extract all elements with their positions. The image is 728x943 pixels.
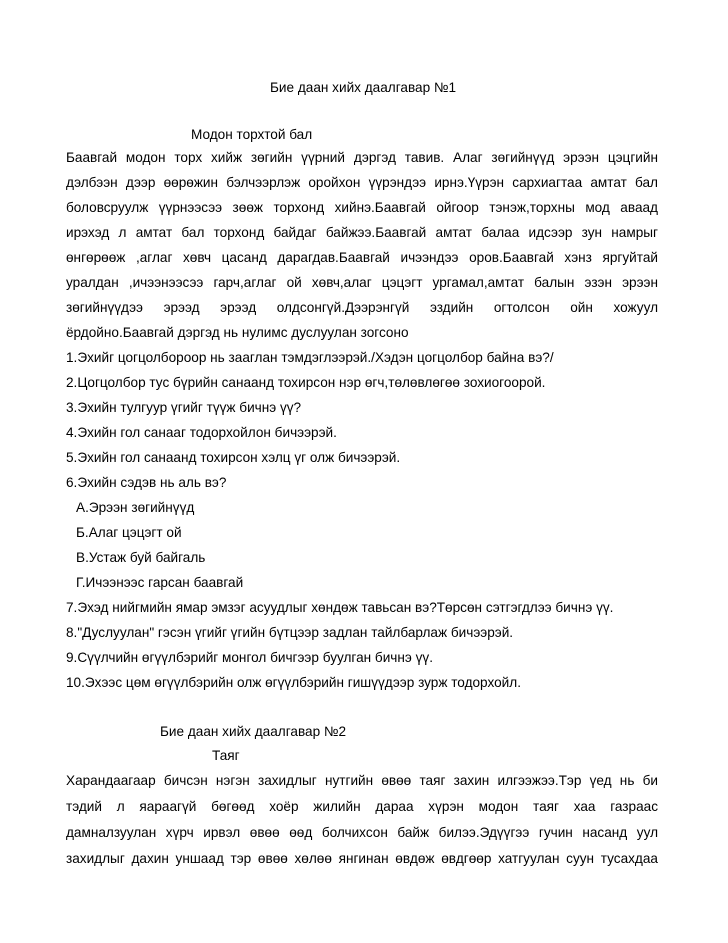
task2-title: Бие даан хийх даалгавар №2 — [160, 724, 347, 739]
question-item: 10.Эхээс цөм өгүүлбэрийн олж өгүүлбэрийн гишүүдээр зурж тодорхойл. — [66, 675, 521, 690]
question-item: 6.Эхийн сэдэв нь аль вэ? — [66, 475, 227, 490]
story-line: ёрдойно.Баавгай дэргэд нь нулимс дуслуулан зогсоно — [66, 325, 409, 340]
story-line: тэдий л яараагүй бөгөөд хоёр жилийн дараа хүрэн модон таяг хаа газраас — [66, 799, 658, 814]
answer-option: В.Устаж буй байгаль — [76, 550, 206, 565]
question-item: 1.Эхийг цогцолбороор нь зааглан тэмдэглээрэй./Хэдэн цогцолбор байна вэ?/ — [66, 350, 554, 365]
answer-option: А.Эрээн зөгийнүүд — [76, 500, 195, 515]
question-item: 4.Эхийн гол санааг тодорхойлон бичээрэй. — [66, 425, 337, 440]
story-line: уралдан ,ичээнээсээ гарч,аглаг ой хөвч,алаг цэцэгт ургамал,амтат балын эзэн эрээн — [66, 275, 658, 290]
question-item: 7.Эхэд нийгмийн ямар эмзэг асуудлыг хөндөж тавьсан вэ?Төрсөн сэтгэгдлээ бичнэ үү. — [66, 600, 614, 615]
story-line: зөгийнүүдээ эрээд эрээд олдсонгүй.Дээрэнгүй эздийн огтолсон ойн хожуул — [66, 300, 658, 315]
question-item: 5.Эхийн гол санаанд тохирсон хэлц үг олж бичээрэй. — [66, 450, 401, 465]
story-line: боловсруулж үүрнээсээ зөөж торхонд хийнэ.Баавгай ойгоор тэнэж,торхны мод аваад — [66, 200, 658, 215]
story-line: өнгөрөөж ,аглаг хөвч цасанд дарагдав.Баавгай ичээндээ оров.Баавгай хэнз яргуйтай — [66, 250, 658, 265]
question-item: 3.Эхийн тулгуур үгийг түүж бичнэ үү? — [66, 400, 302, 415]
task1-subtitle: Модон торхтой бал — [191, 127, 313, 142]
task2-subtitle: Таяг — [212, 748, 240, 763]
question-item: 8."Дуслуулан" гэсэн үгийг үгийн бүтцээр задлан тайлбарлаж бичээрэй. — [66, 625, 514, 640]
task1-title: Бие даан хийх даалгавар №1 — [270, 80, 457, 95]
answer-option: Г.Ичээнээс гарсан баавгай — [76, 575, 244, 590]
story-line: дамналзуулан хүрч ирвэл өвөө өөд болчихсон байж билээ.Эдүүгээ гучин насанд уул — [66, 825, 658, 840]
answer-option: Б.Алаг цэцэгт ой — [76, 525, 182, 540]
story-line: ирэхэд л амтат бал торхонд байдаг байжээ.Баавгай амтат балаа идсээр зун намрыг — [66, 225, 658, 240]
question-item: 2.Цогцолбор тус бүрийн санаанд тохирсон нэр өгч,төлөвлөгөө зохиогоорой. — [66, 375, 546, 390]
question-item: 9.Сүүлчийн өгүүлбэрийг монгол бичгээр буулган бичнэ үү. — [66, 650, 433, 665]
story-line: Баавгай модон торх хийж зөгийн үүрний дэргэд тавив. Алаг зөгийнүүд эрээн цэцгийн — [66, 150, 658, 165]
story-line: дэлбээн дээр өөрөжин бэлчээрлэж оройхон үүрэндээ ирнэ.Үүрэн сархиагтаа амтат бал — [66, 175, 658, 190]
story-line: Харандаагаар бичсэн нэгэн захидлыг нутгийн өвөө таяг захин илгээжээ.Тэр үед нь би — [66, 773, 658, 788]
story-line: захидлыг дахин уншаад тэр өвөө хөлөө янгинан өвдөж өвдгөөр хатгуулан суун тусахдаа — [66, 851, 658, 866]
